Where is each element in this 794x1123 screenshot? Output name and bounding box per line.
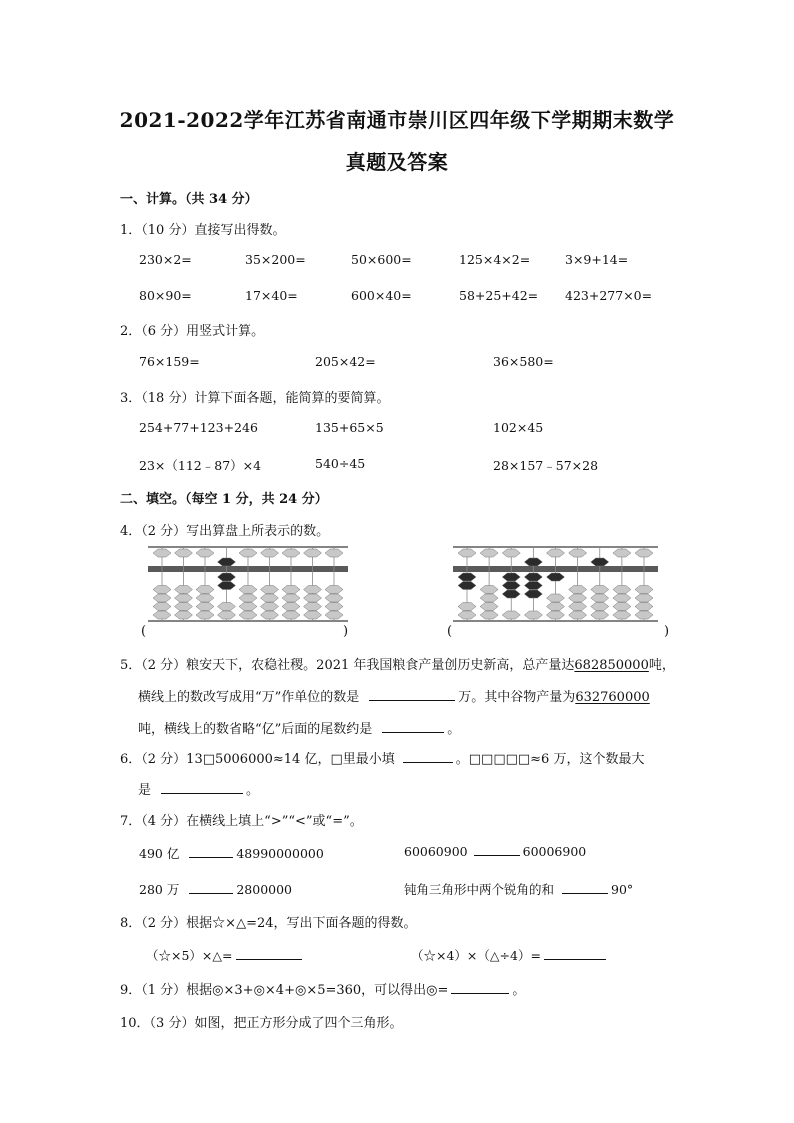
answer-blank[interactable] (451, 982, 509, 994)
question-5-line2 (138, 686, 650, 705)
abacus-bead (325, 594, 343, 602)
abacus-bead (218, 582, 236, 590)
abacus-bead (458, 549, 476, 557)
q1-item: 58+25+42= (459, 288, 539, 303)
abacus-bead (502, 590, 520, 598)
q9-text: 9．（1 分）根据◎×3+◎×4+◎×5=360，可以得出◎= (120, 983, 449, 998)
abacus-bead (218, 573, 236, 581)
q7-text: 60006900 (522, 844, 587, 859)
abacus-bead (153, 603, 171, 611)
abacus-bead (569, 603, 587, 611)
abacus-bead (261, 603, 279, 611)
q7-text: 490 亿 (139, 846, 180, 861)
abacus-bead (635, 586, 653, 594)
abacus-bead (547, 594, 565, 602)
abacus-bead (304, 594, 322, 602)
q5-number-2: 632760000 (575, 690, 650, 705)
abacus-bead (547, 603, 565, 611)
q7-text: 2800000 (236, 882, 293, 897)
q7-item-2 (404, 844, 586, 859)
question-1-label: 1．（10 分）直接写出得数。 (120, 223, 286, 238)
abacus-bead (458, 603, 476, 611)
abacus-bead (502, 549, 520, 557)
answer-paren-close: ) (343, 624, 349, 639)
abacus-bead (569, 594, 587, 602)
abacus-bead (635, 611, 653, 619)
abacus-bead (175, 586, 193, 594)
q2-item: 76×159= (139, 354, 200, 369)
q5-text: 5．（2 分）粮安天下，农稳社稷。2021 年我国粮食产量创历史新高，总产量达 (120, 658, 575, 673)
question-2-label: 2．（6 分）用竖式计算。 (120, 324, 265, 339)
q1-item: 50×600= (351, 252, 412, 267)
abacus-bead (635, 603, 653, 611)
abacus-bead (282, 594, 300, 602)
answer-blank[interactable] (236, 948, 302, 960)
section-2-heading: 二、填空。（每空 1 分，共 24 分） (120, 492, 328, 507)
q2-item: 36×580= (493, 354, 554, 369)
abacus-bead (282, 603, 300, 611)
q3-item: 254+77+123+246 (139, 420, 258, 435)
section-1-heading: 一、计算。（共 34 分） (120, 192, 258, 207)
q5-text: 横线上的数改写成用“万”作单位的数是 (138, 690, 360, 705)
abacus-bead (524, 611, 542, 619)
abacus-bead (325, 549, 343, 557)
page-title-line1: 2021-2022学年江苏省南通市崇川区四年级下学期期末数学 (119, 108, 675, 132)
abacus-bead (261, 611, 279, 619)
q7-text: 90° (611, 882, 634, 897)
abacus-bead (524, 573, 542, 581)
abacus-bead (591, 586, 609, 594)
abacus-bead (175, 594, 193, 602)
answer-blank[interactable] (544, 948, 606, 960)
abacus-bead (218, 603, 236, 611)
question-6-line2 (138, 779, 259, 798)
abacus-bead (480, 586, 498, 594)
abacus-bead (591, 611, 609, 619)
q1-item: 600×40= (351, 288, 412, 303)
q1-item: 35×200= (245, 252, 306, 267)
abacus-bead (304, 586, 322, 594)
abacus-bead (591, 603, 609, 611)
abacus-bead (325, 603, 343, 611)
abacus-bead (524, 590, 542, 598)
abacus-bead (218, 611, 236, 619)
q1-item: 125×4×2= (459, 252, 531, 267)
q1-item: 3×9+14= (565, 252, 629, 267)
answer-blank[interactable] (562, 882, 608, 894)
q1-item: 423+277×0= (565, 288, 653, 303)
abacus-bead (282, 549, 300, 557)
abacus-bead (153, 549, 171, 557)
abacus-bead (569, 586, 587, 594)
abacus-bead (175, 611, 193, 619)
abacus-bead (613, 549, 631, 557)
q8-text: （☆×5）×△= (146, 948, 233, 963)
abacus-bead (175, 549, 193, 557)
q5-number-1: 682850000 (574, 658, 649, 673)
q3-item: 135+65×5 (315, 420, 384, 435)
abacus-bead (153, 594, 171, 602)
question-10-label: 10．（3 分）如图，把正方形分成了四个三角形。 (120, 1016, 403, 1031)
abacus-bead (502, 573, 520, 581)
question-6-line1 (120, 748, 644, 767)
abacus-bead (304, 603, 322, 611)
abacus-bead (458, 573, 476, 581)
abacus-bead (196, 611, 214, 619)
abacus-bead (524, 582, 542, 590)
abacus-bead (480, 611, 498, 619)
abacus-bead (325, 611, 343, 619)
q5-text: 吨， (648, 658, 675, 673)
q8-item-1 (146, 946, 305, 964)
abacus-bead (591, 558, 609, 566)
answer-paren-open: ( (447, 624, 453, 639)
answer-blank[interactable] (382, 721, 444, 733)
answer-paren-close: ) (664, 624, 670, 639)
question-8-label: 8．（2 分）根据☆×△=24，写出下面各题的得数。 (120, 916, 417, 931)
q5-text: 万。其中谷物产量为 (458, 690, 576, 705)
abacus-bead (591, 594, 609, 602)
abacus-bead (635, 594, 653, 602)
answer-blank[interactable] (189, 882, 233, 894)
abacus-bead (261, 594, 279, 602)
abacus-bead (196, 603, 214, 611)
abacus-bead (613, 586, 631, 594)
abacus-bead (218, 558, 236, 566)
abacus-bead (524, 558, 542, 566)
abacus-bead (196, 586, 214, 594)
question-7-label: 7．（4 分）在横线上填上“>”“<”或“=”。 (120, 814, 363, 829)
q7-text: 280 万 (139, 882, 180, 897)
abacus-bead (458, 611, 476, 619)
abacus-bead (547, 573, 565, 581)
question-4-label: 4．（2 分）写出算盘上所表示的数。 (120, 524, 330, 539)
q5-text: 吨，横线上的数省略“亿”后面的尾数约是 (138, 722, 373, 737)
q2-item: 205×42= (315, 354, 376, 369)
q1-item: 80×90= (139, 288, 192, 303)
abacus-bead (502, 611, 520, 619)
q3-item: 23×（112﹣87）×4 (139, 458, 262, 473)
abacus-bead (153, 611, 171, 619)
abacus-bead (480, 549, 498, 557)
abacus-bead (613, 611, 631, 619)
abacus-bead (325, 586, 343, 594)
q1-item: 17×40= (245, 288, 298, 303)
question-3-label: 3．（18 分）计算下面各题，能简算的要简算。 (120, 391, 390, 406)
q6-text: 6．（2 分）13□5006000≈14 亿，□里最小填 (120, 752, 395, 767)
q3-item: 102×45 (493, 420, 544, 435)
abacus-left (148, 545, 348, 623)
question-5-line3 (138, 718, 460, 737)
q1-item: 230×2= (139, 252, 192, 267)
abacus-bead (480, 603, 498, 611)
abacus-bead (153, 586, 171, 594)
abacus-bead (239, 549, 257, 557)
abacus-bead (635, 549, 653, 557)
abacus-bead (569, 611, 587, 619)
q3-item: 28×157﹣57×28 (493, 458, 599, 473)
abacus-bead (282, 611, 300, 619)
abacus-bead (304, 611, 322, 619)
abacus-bead (304, 549, 322, 557)
abacus-bead (613, 594, 631, 602)
q8-text: （☆×4）×（△÷4）= (411, 948, 541, 963)
answer-blank[interactable] (369, 689, 455, 701)
q7-item-4 (404, 880, 633, 898)
answer-blank[interactable] (161, 782, 243, 794)
abacus-bead (547, 611, 565, 619)
abacus-bead (261, 549, 279, 557)
abacus-bead (502, 582, 520, 590)
abacus-right (453, 545, 658, 623)
abacus-bead (480, 594, 498, 602)
abacus-bead (613, 603, 631, 611)
abacus-bead (458, 582, 476, 590)
q7-text: 钝角三角形中两个锐角的和 (404, 882, 555, 897)
abacus-bead (569, 549, 587, 557)
abacus-bead (239, 611, 257, 619)
abacus-bead (175, 603, 193, 611)
question-9 (120, 979, 525, 998)
q6-text: 是 (138, 783, 152, 798)
abacus-bead (282, 586, 300, 594)
abacus-bead (239, 594, 257, 602)
answer-blank[interactable] (189, 846, 233, 858)
q6-text: 。□□□□□≈6 万，这个数最大 (455, 752, 645, 767)
abacus-bead (196, 549, 214, 557)
abacus-bead (196, 594, 214, 602)
question-5-line1 (120, 654, 675, 673)
abacus-bead (239, 586, 257, 594)
answer-blank[interactable] (403, 751, 453, 763)
q3-item: 540÷45 (315, 456, 366, 471)
abacus-bead (239, 603, 257, 611)
q8-item-2 (411, 946, 609, 964)
q7-item-1 (139, 844, 324, 862)
answer-paren-open: ( (141, 624, 147, 639)
q9-text: 。 (512, 983, 526, 998)
answer-blank[interactable] (474, 844, 520, 856)
q7-item-3 (139, 880, 292, 898)
q7-text: 60060900 (404, 844, 468, 859)
page-title-line2: 真题及答案 (345, 150, 449, 174)
abacus-bead (547, 549, 565, 557)
q5-text: 。 (447, 722, 461, 737)
q6-text: 。 (246, 783, 260, 798)
q7-text: 48990000000 (236, 846, 324, 861)
abacus-bead (261, 586, 279, 594)
